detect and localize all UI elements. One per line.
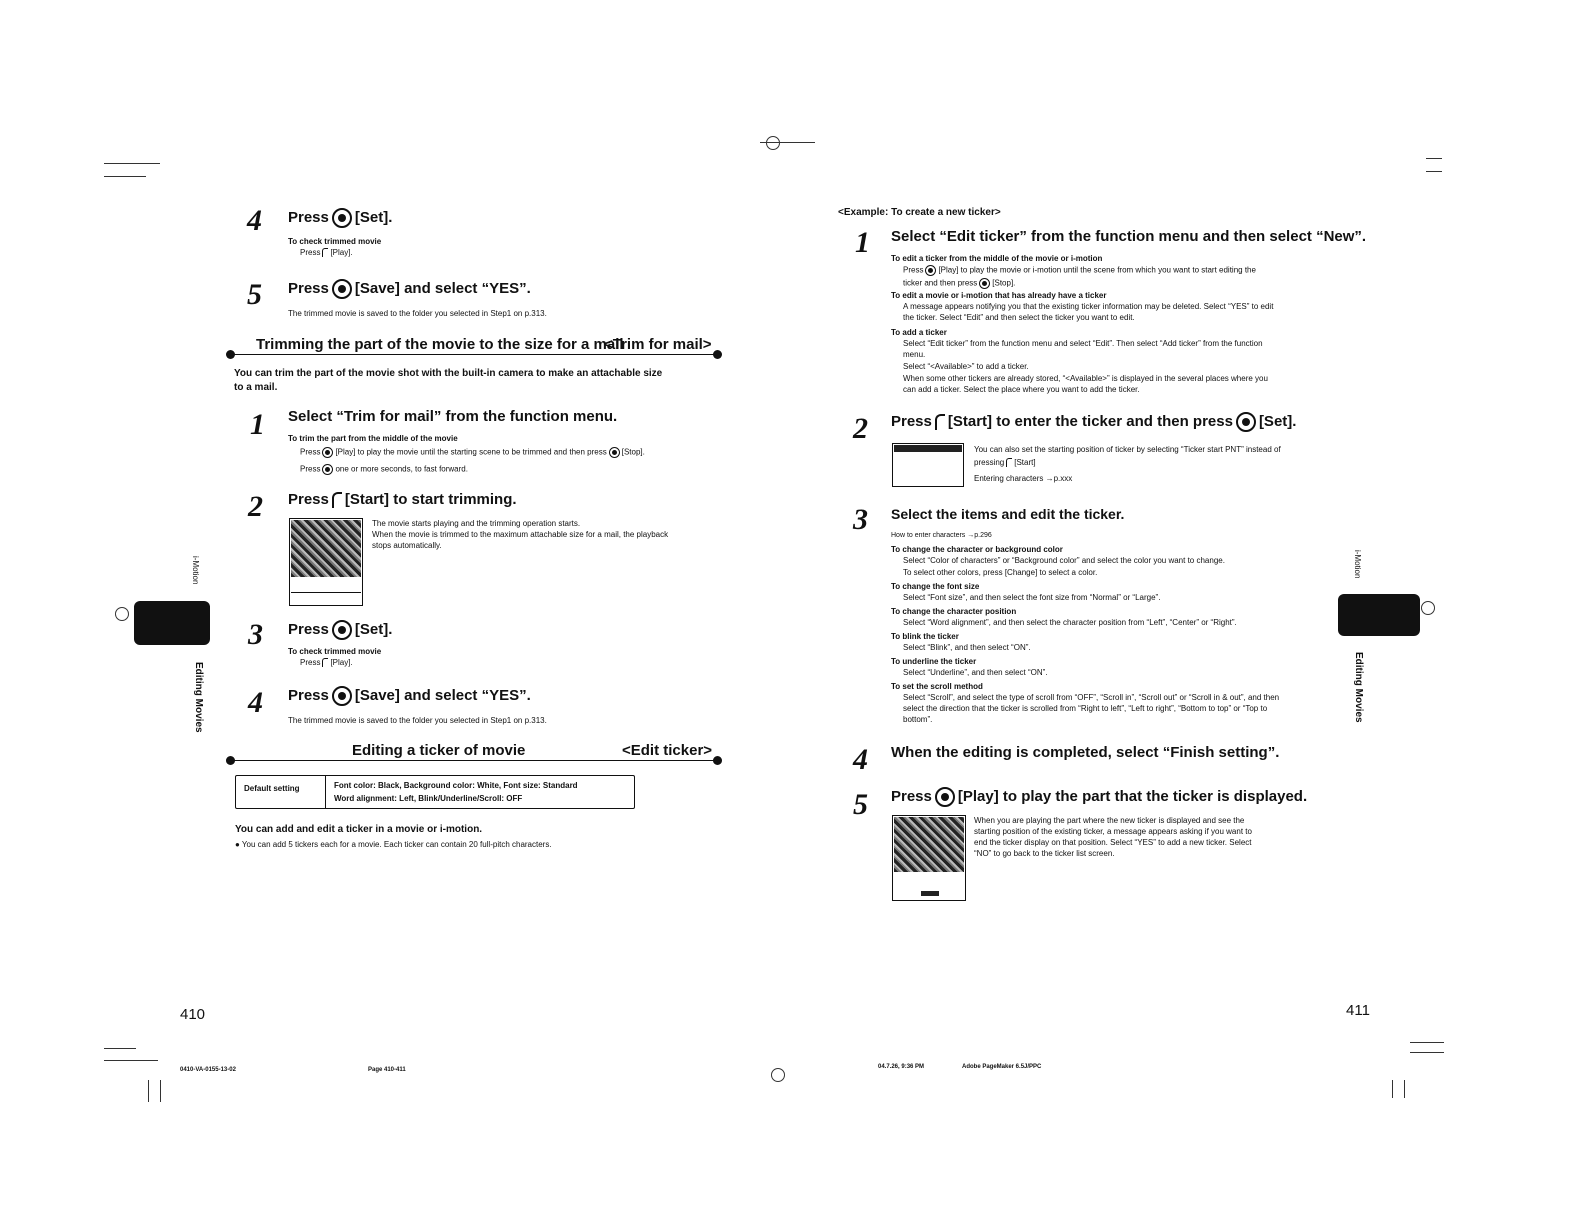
step-number: 4 xyxy=(247,204,262,237)
note-body: [Start] xyxy=(1014,458,1036,467)
step-title-text: [Save] and select “YES”. xyxy=(354,686,531,704)
item-heading: To set the scroll method xyxy=(891,682,983,691)
chapter-tab xyxy=(1338,594,1420,636)
note-text: Entering characters →p.xxx xyxy=(974,474,1073,483)
center-key-icon xyxy=(925,265,936,276)
note-prefix: Press xyxy=(300,248,321,257)
note-body: [Play]. xyxy=(330,658,353,667)
step-title-prefix: Press xyxy=(288,686,329,704)
center-key-icon xyxy=(935,787,955,807)
step-number: 2 xyxy=(853,412,868,445)
step-title xyxy=(288,279,531,299)
movie-scene-image xyxy=(291,520,361,577)
step-title-prefix: Press xyxy=(288,279,329,297)
center-key-icon xyxy=(332,208,352,228)
note-text xyxy=(300,248,353,258)
bullet-dot-icon xyxy=(226,756,235,765)
item-text: Select “Underline”, and then select “ON”. xyxy=(903,668,1048,677)
crop-mark xyxy=(1426,158,1442,159)
note-text: A message appears notifying you that the existing ticker information may be deleted. Select “YES” to edit xyxy=(903,302,1274,311)
note-text xyxy=(974,458,1036,468)
step-number: 5 xyxy=(247,278,262,311)
clear-key-icon xyxy=(322,464,333,475)
note-end: [Stop]. xyxy=(992,278,1016,288)
note-text xyxy=(300,447,645,458)
center-key-icon xyxy=(332,620,352,640)
note-text: the ticker. Select “Edit” and then select the ticker you want to edit. xyxy=(903,313,1135,322)
step-description: “NO” to go back to the ticker list screen. xyxy=(974,849,1115,858)
item-heading: To blink the ticker xyxy=(891,632,959,641)
item-text: select the direction that the ticker is scrolled from “Right to left”, “Left to right”, “Bottom to top” or “Top to xyxy=(903,704,1268,713)
step-number: 5 xyxy=(853,788,868,821)
softkey-icon xyxy=(322,248,328,257)
note-heading: To check trimmed movie xyxy=(288,237,382,246)
step-description: The movie starts playing and the trimming operation starts. xyxy=(372,519,581,528)
footer-time: 04.7.26, 9:36 PM xyxy=(878,1064,925,1070)
bullet-body: You can add 5 tickers each for a movie. Each ticker can contain 20 full-pitch characters. xyxy=(241,840,552,849)
note-body: one or more seconds, to fast forward. xyxy=(335,464,468,474)
item-text: Select “Word alignment”, and then select the character position from “Left”, “Center” or “Right”. xyxy=(903,618,1237,627)
item-text: Select “Blink”, and then select “ON”. xyxy=(903,643,1031,652)
note-text: Select “Edit ticker” from the function menu and select “Edit”. Then select “Add ticker” from the function xyxy=(903,339,1263,348)
note-body: ticker and then press xyxy=(903,278,978,288)
note-text: Select “<Available>” to add a ticker. xyxy=(903,362,1029,371)
bullet-dot-icon: ● xyxy=(235,840,240,849)
note-text: The trimmed movie is saved to the folder you selected in Step1 on p.313. xyxy=(288,309,547,318)
note-text: can add a ticker. Select the place where you want to add the ticker. xyxy=(903,385,1140,394)
default-setting-table xyxy=(235,775,635,809)
crop-mark xyxy=(104,176,146,177)
step-title xyxy=(891,787,1307,807)
bullet-dot-icon xyxy=(713,350,722,359)
step-description: When the movie is trimmed to the maximum attachable size for a mail, the playback xyxy=(372,530,669,539)
note-prefix: Press xyxy=(300,447,321,457)
registration-mark-icon xyxy=(766,136,780,150)
crop-mark xyxy=(1426,171,1442,172)
step-title-text: [Save] and select “YES”. xyxy=(354,279,531,297)
crop-mark xyxy=(1410,1052,1444,1053)
ticker-bullet-text xyxy=(235,840,552,850)
table-divider xyxy=(325,776,326,808)
note-heading: To check trimmed movie xyxy=(288,647,382,656)
chapter-tab xyxy=(134,601,210,645)
example-heading: <Example: To create a new ticker> xyxy=(838,207,1001,218)
step-number: 1 xyxy=(250,408,265,441)
phone-screen-thumbnail xyxy=(289,518,363,606)
progress-bar xyxy=(291,592,361,601)
section-tag: <Edit ticker> xyxy=(622,742,713,759)
ticker-intro-text: You can add and edit a ticker in a movie or i-motion. xyxy=(235,824,483,835)
step-title-prefix: Press xyxy=(288,620,329,638)
note-heading: To trim the part from the middle of the movie xyxy=(288,434,458,443)
section-underline xyxy=(234,354,714,355)
step-title-text: [Set]. xyxy=(354,208,393,226)
screen-header xyxy=(894,445,962,452)
crop-mark xyxy=(104,1048,136,1049)
item-text: bottom”. xyxy=(903,715,933,724)
phone-screen-thumbnail xyxy=(892,443,964,487)
crop-mark xyxy=(104,163,160,164)
crop-mark xyxy=(1410,1042,1444,1043)
step-number: 3 xyxy=(853,503,868,536)
item-text: Select “Color of characters” or “Background color” and select the color you want to change. xyxy=(903,556,1225,565)
side-label-small: i-Motion xyxy=(191,556,200,585)
table-value: Font color: Black, Background color: White, Font size: Standard xyxy=(334,781,578,790)
step-title-text: [Play] to play the part that the ticker is displayed. xyxy=(957,787,1308,805)
note-text xyxy=(300,464,468,475)
step-title xyxy=(891,412,1296,432)
step-title-prefix: Press xyxy=(288,491,329,508)
step-title: Select “Trim for mail” from the function menu. xyxy=(288,408,618,425)
section-tag: <Trim for mail> xyxy=(604,336,712,353)
screen-indicator xyxy=(921,891,939,896)
softkey-icon xyxy=(322,658,328,667)
movie-scene-image xyxy=(894,817,964,872)
step-title: Select “Edit ticker” from the function menu and then select “New”. xyxy=(891,228,1367,245)
step-title: When the editing is completed, select “Finish setting”. xyxy=(891,744,1280,761)
section-heading-edit-ticker xyxy=(226,741,722,763)
note-body: [Play]. xyxy=(330,248,353,257)
crop-mark xyxy=(1392,1080,1393,1098)
step-description: When you are playing the part where the new ticker is displayed and see the xyxy=(974,816,1245,825)
table-label: Default setting xyxy=(244,784,300,793)
item-text: Select “Font size”, and then select the font size from “Normal” or “Large”. xyxy=(903,593,1161,602)
registration-mark-icon xyxy=(115,607,129,621)
page-number: 410 xyxy=(180,1006,206,1023)
step-title xyxy=(288,620,392,640)
step-number: 3 xyxy=(248,618,263,651)
note-heading: To edit a movie or i-motion that has already have a ticker xyxy=(891,291,1107,300)
section-heading-trim-for-mail xyxy=(226,335,722,357)
note-text: The trimmed movie is saved to the folder you selected in Step1 on p.313. xyxy=(288,716,547,725)
note-text xyxy=(903,278,1015,289)
note-body: [Play] to play the movie or i-motion until the scene from which you want to start editing the xyxy=(938,265,1256,275)
side-label: Editing Movies xyxy=(193,662,204,733)
note-text: menu. xyxy=(903,350,926,359)
item-heading: To underline the ticker xyxy=(891,657,977,666)
note-text xyxy=(903,265,1256,276)
side-label-small: i-Motion xyxy=(1353,550,1362,579)
note-prefix: Press xyxy=(300,658,321,667)
note-prefix: Press xyxy=(300,464,321,474)
item-heading: To change the font size xyxy=(891,582,980,591)
side-label: Editing Movies xyxy=(1353,652,1364,723)
phone-screen-thumbnail xyxy=(892,815,966,901)
item-text: To select other colors, press [Change] to select a color. xyxy=(903,568,1098,577)
note-prefix: Press xyxy=(903,265,924,275)
footer-app: Adobe PageMaker 6.5J/PPC xyxy=(962,1064,1042,1070)
step-number: 4 xyxy=(853,743,868,776)
note-text: You can also set the starting position of ticker by selecting “Ticker start PNT” instead of xyxy=(974,445,1281,454)
center-key-icon xyxy=(332,686,352,706)
note-heading: To edit a ticker from the middle of the movie or i-motion xyxy=(891,254,1103,263)
item-heading: To change the character or background color xyxy=(891,545,1063,554)
step-title-prefix: Press xyxy=(288,208,329,226)
softkey-icon xyxy=(332,492,342,508)
step-description: starting position of the existing ticker, a message appears asking if you want to xyxy=(974,827,1252,836)
intro-text: You can trim the part of the movie shot with the built-in camera to make an attachable size xyxy=(234,368,663,379)
step-title xyxy=(288,208,392,228)
step-title-prefix: Press xyxy=(891,787,932,805)
intro-text: to a mail. xyxy=(234,382,278,393)
table-value: Word alignment: Left, Blink/Underline/Scroll: OFF xyxy=(334,794,523,803)
bullet-dot-icon xyxy=(226,350,235,359)
note-prefix: pressing xyxy=(974,458,1005,467)
registration-mark-icon xyxy=(771,1068,785,1082)
note-text: When some other tickers are already stored, “<Available>” is displayed in the several places where you xyxy=(903,374,1268,383)
step-description: end the ticker display on that position. Select “YES” to add a new ticker. Select xyxy=(974,838,1252,847)
center-key-icon xyxy=(332,279,352,299)
step-title: Select the items and edit the ticker. xyxy=(891,506,1125,522)
step-title xyxy=(288,491,517,509)
crop-mark xyxy=(760,142,815,143)
crop-mark xyxy=(104,1060,158,1061)
step-number: 2 xyxy=(248,490,263,523)
step-title-end: [Set]. xyxy=(1258,412,1297,430)
footer-code: 0410-VA-0155-13-02 xyxy=(180,1067,236,1073)
step-description: stops automatically. xyxy=(372,541,442,550)
step-title-text: [Start] to enter the ticker and then press xyxy=(947,412,1233,430)
crop-mark xyxy=(1404,1080,1405,1098)
softkey-icon xyxy=(1006,458,1012,467)
note-text xyxy=(300,658,353,668)
section-title: Editing a ticker of movie xyxy=(352,742,526,759)
note-heading: To add a ticker xyxy=(891,328,947,337)
note-text: How to enter characters →p.296 xyxy=(891,532,992,539)
center-key-icon xyxy=(609,447,620,458)
center-key-icon xyxy=(1236,412,1256,432)
item-text: Select “Scroll”, and select the type of scroll from “OFF”, “Scroll in”, “Scroll out” or “Scroll in & out”, and then xyxy=(903,693,1280,702)
crop-mark xyxy=(148,1080,149,1102)
step-title-text: [Set]. xyxy=(354,620,393,638)
step-title-text: [Start] to start trimming. xyxy=(344,491,517,508)
step-number: 1 xyxy=(855,226,870,259)
step-number: 4 xyxy=(248,686,263,719)
softkey-icon xyxy=(935,414,945,430)
step-title xyxy=(288,686,531,706)
section-underline xyxy=(234,760,714,761)
page-number: 411 xyxy=(1346,1002,1370,1019)
step-title-prefix: Press xyxy=(891,412,932,430)
note-body: [Play] to play the movie until the starting scene to be trimmed and then press xyxy=(335,447,607,457)
section-title: Trimming the part of the movie to the size for a mail xyxy=(256,336,624,353)
footer-page: Page 410-411 xyxy=(368,1067,406,1073)
crop-mark xyxy=(160,1080,161,1102)
registration-mark-icon xyxy=(1421,601,1435,615)
center-key-icon xyxy=(979,278,990,289)
bullet-dot-icon xyxy=(713,756,722,765)
note-end: [Stop]. xyxy=(621,447,645,457)
item-heading: To change the character position xyxy=(891,607,1017,616)
center-key-icon xyxy=(322,447,333,458)
